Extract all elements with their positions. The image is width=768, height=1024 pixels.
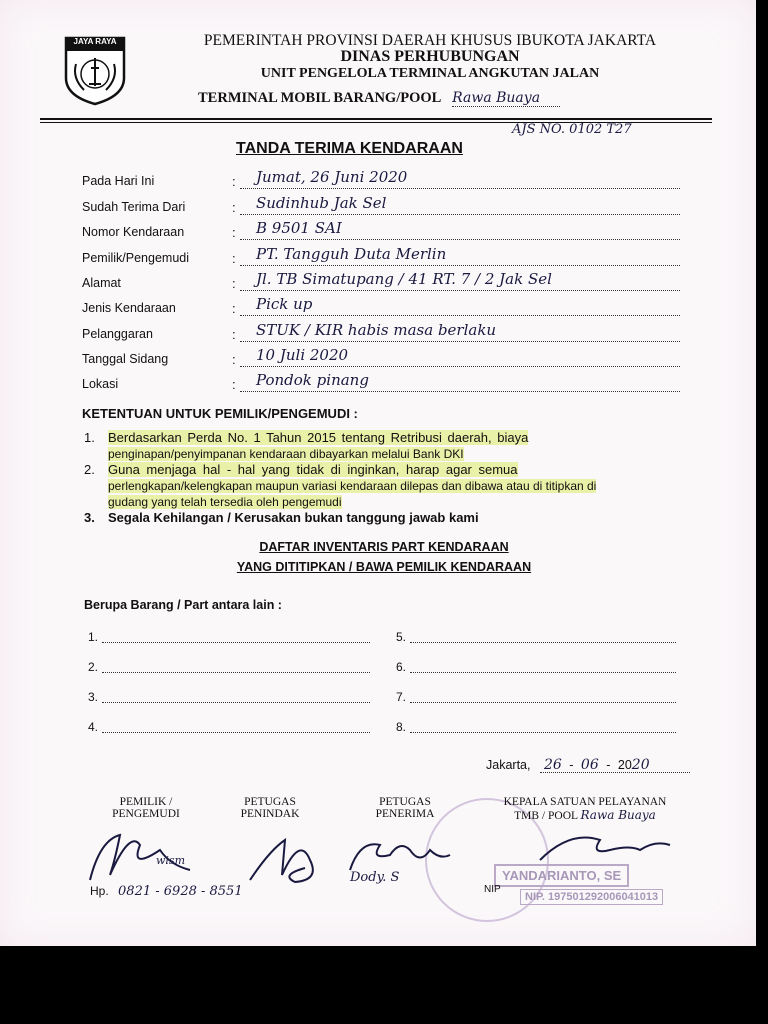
field-line [240, 315, 680, 316]
field-line [240, 239, 680, 240]
inventory-item-number: 8. [396, 720, 407, 734]
field-line [240, 341, 680, 342]
field-colon: : [232, 301, 236, 316]
stamp-name: YANDARIANTO, SE [494, 864, 629, 887]
rule-2-line-2: perlengkapan/kelengkapan maupun variasi kendaraan dilepas dan dibawa atau di titipkan di [108, 479, 597, 493]
rule-3: Segala Kehilangan / Kerusakan bukan tanggung jawab kami [108, 510, 479, 525]
date-underline [540, 772, 690, 773]
inventory-item-line[interactable] [410, 672, 676, 673]
place-date: Jakarta, 26 - 06 - 2020 [486, 757, 650, 773]
date-day: 26 [543, 757, 562, 773]
field-label: Sudah Terima Dari [82, 200, 186, 214]
rule-1 [108, 430, 528, 462]
header-government: PEMERINTAH PROVINSI DAERAH KHUSUS IBUKOTA JAKARTA [203, 32, 657, 49]
header-terminal-name: Rawa Buaya [452, 90, 560, 107]
inventory-item-line[interactable] [410, 732, 676, 733]
inventory-item-line[interactable] [102, 702, 370, 703]
field-label: Jenis Kendaraan [82, 301, 176, 315]
inventory-item-line[interactable] [102, 672, 370, 673]
field-colon: : [232, 276, 236, 291]
field-label: Tanggal Sidang [82, 352, 169, 366]
field-value: B 9501 SAI [256, 219, 342, 237]
field-colon: : [232, 200, 236, 215]
inventory-item-line[interactable] [410, 642, 676, 643]
inventory-item-line[interactable] [102, 732, 370, 733]
document-title: TANDA TERIMA KENDARAAN [236, 140, 463, 157]
signature-head-label: KEPALA SATUAN PELAYANAN TMB / POOL Rawa Buaya [503, 796, 667, 822]
field-colon: : [232, 174, 236, 189]
header-rule [40, 118, 712, 120]
field-colon: : [232, 327, 236, 342]
inventory-title: DAFTAR INVENTARIS PART KENDARAAN [259, 540, 509, 554]
phone-number: Hp. 0821 - 6928 - 8551 [90, 884, 243, 899]
field-colon: : [232, 225, 236, 240]
field-value: Jumat, 26 Juni 2020 [256, 168, 408, 186]
field-line [240, 188, 680, 189]
logo-text: JAYA RAYA [73, 37, 117, 46]
field-line [240, 391, 680, 392]
field-value: Jl. TB Simatupang / 41 RT. 7 / 2 Jak Sel [256, 270, 552, 288]
inventory-item-number: 5. [396, 630, 407, 644]
document-number: AJS NO. 0102 T27 [512, 122, 632, 137]
rule-1-line-1: Berdasarkan Perda No. 1 Tahun 2015 tentang Retribusi daerah, biaya [108, 430, 529, 445]
field-value: 10 Juli 2020 [256, 346, 349, 364]
field-label: Pelanggaran [82, 327, 153, 341]
signature-owner-label: PEMILIK / PENGEMUDI [112, 796, 180, 820]
owner-signer-name: wism [156, 854, 186, 867]
place-label: Jakarta, [486, 758, 531, 772]
rule-2 [108, 462, 596, 510]
header-terminal [198, 90, 560, 107]
field-label: Pemilik/Pengemudi [82, 251, 189, 265]
field-colon: : [232, 352, 236, 367]
receiver-signer-name: Dody. S [350, 870, 400, 885]
stamp-nip: NIP. 197501292006041013 [520, 889, 663, 905]
field-label: Lokasi [82, 377, 119, 391]
inventory-item-number: 7. [396, 690, 407, 704]
date-year-prefix: 20 [617, 758, 632, 772]
rule-number-2: 2. [84, 462, 95, 477]
date-month: 06 [580, 757, 599, 773]
field-line [240, 214, 680, 215]
field-line [240, 290, 680, 291]
rule-1-line-2: penginapan/penyimpanan kendaraan dibayarkan melalui Bank DKI [108, 447, 464, 461]
rule-2-line-1: Guna menjaga hal - hal yang tidak di inginkan, harap agar semua [108, 462, 518, 477]
field-value: Sudinhub Jak Sel [256, 194, 387, 212]
rule-number-1: 1. [84, 430, 95, 445]
inventory-item-number: 4. [88, 720, 99, 734]
rules-title: KETENTUAN UNTUK PEMILIK/PENGEMUDI : [82, 406, 358, 421]
nip-label: NIP [484, 884, 501, 895]
field-label: Alamat [82, 276, 121, 290]
header-terminal-label: TERMINAL MOBIL BARANG/POOL [198, 90, 441, 106]
field-value: STUK / KIR habis masa berlaku [256, 321, 497, 339]
field-colon: : [232, 377, 236, 392]
field-line [240, 366, 680, 367]
inventory-subtitle: YANG DITITIPKAN / BAWA PEMILIK KENDARAAN [236, 560, 532, 574]
inventory-item-line[interactable] [410, 702, 676, 703]
rule-2-line-3: gudang yang telah tersedia oleh pengemudi [108, 495, 342, 509]
inventory-item-number: 1. [88, 630, 99, 644]
inventory-item-number: 3. [88, 690, 99, 704]
field-value: Pondok pinang [256, 371, 369, 389]
header-unit: UNIT PENGELOLA TERMINAL ANGKUTAN JALAN [260, 66, 600, 81]
inventory-item-number: 6. [396, 660, 407, 674]
field-value: Pick up [256, 295, 313, 313]
field-label: Nomor Kendaraan [82, 225, 185, 239]
inventory-item-number: 2. [88, 660, 99, 674]
inventory-item-line[interactable] [102, 642, 370, 643]
field-label: Pada Hari Ini [82, 174, 155, 188]
field-line [240, 265, 680, 266]
header-agency: DINAS PERHUBUNGAN [340, 48, 520, 65]
inventory-list-label: Berupa Barang / Part antara lain : [84, 598, 282, 612]
date-year: 20 [631, 757, 650, 773]
field-value: PT. Tangguh Duta Merlin [256, 245, 447, 263]
signature-receiver-label: PETUGAS PENERIMA [375, 796, 435, 820]
signature-enforcer-label: PETUGAS PENINDAK [240, 796, 300, 820]
field-colon: : [232, 251, 236, 266]
rule-number-3: 3. [84, 510, 95, 525]
